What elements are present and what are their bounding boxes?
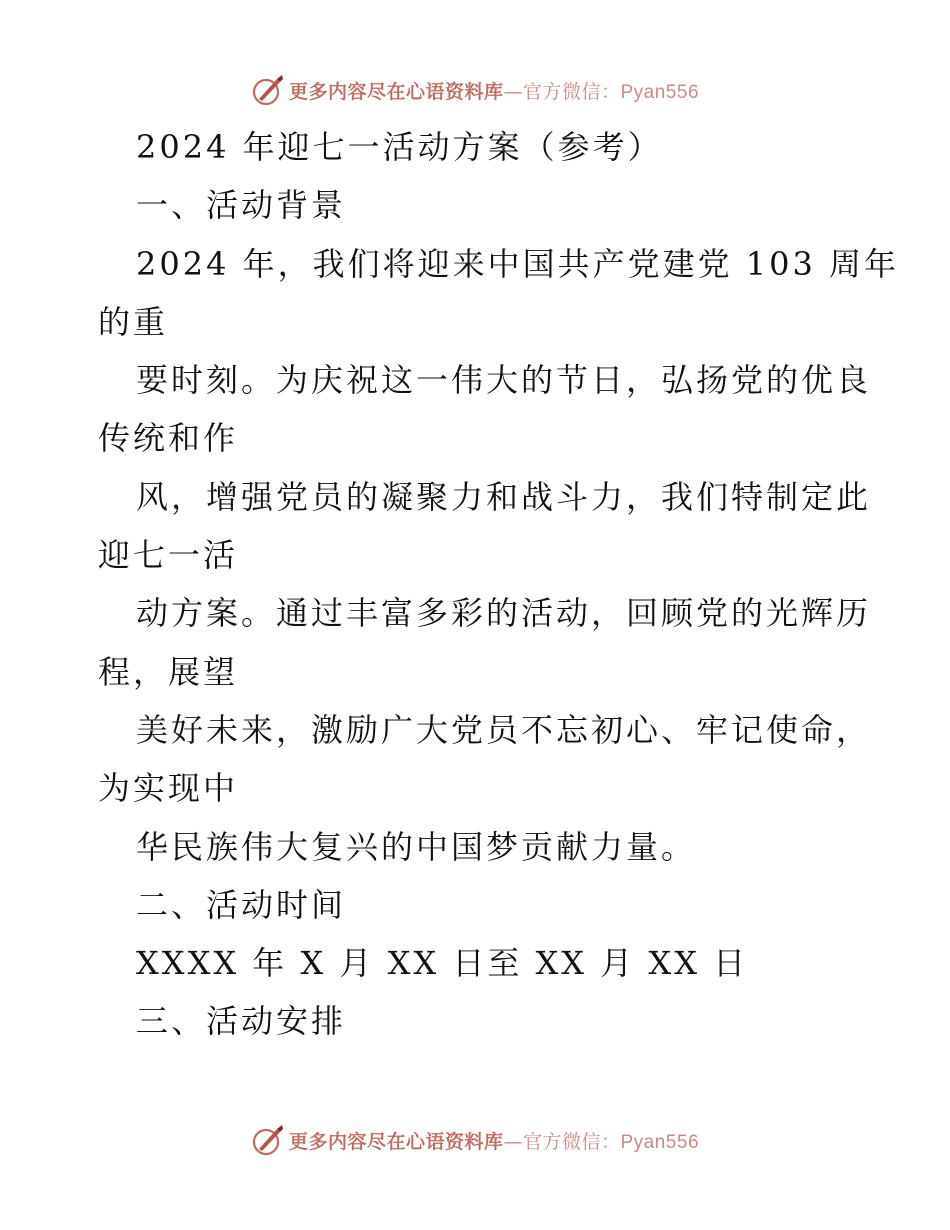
quill-pen-logo-icon	[251, 73, 285, 107]
text-line: 一、活动背景	[136, 186, 347, 225]
text-line: 迎七一活	[98, 536, 239, 575]
watermark-text: 更多内容尽在心语资料库—官方微信：Pyan556	[288, 80, 700, 103]
header-watermark	[0, 70, 950, 110]
text-line: 为实现中	[98, 769, 239, 808]
text-line: 三、活动安排	[136, 1002, 347, 1041]
text-line: 美好未来，激励广大党员不忘初心、牢记使命，	[136, 710, 872, 749]
text-line: XXXX 年 X 月 XX 日至 XX 月 XX 日	[136, 944, 749, 983]
text-line: 动方案。通过丰富多彩的活动，回顾党的光辉历	[136, 594, 872, 633]
text-line: 的重	[98, 302, 169, 341]
quill-pen-logo-icon	[251, 1123, 285, 1157]
text-line: 传统和作	[98, 419, 239, 458]
footer-watermark	[0, 1120, 950, 1160]
text-line: 2024 年迎七一活动方案（参考）	[136, 128, 663, 166]
text-line: 华民族伟大复兴的中国梦贡献力量。	[136, 827, 697, 866]
text-line: 2024 年，我们将迎来中国共产党建党 103 周年	[136, 244, 900, 283]
text-line: 风，增强党员的凝聚力和战斗力，我们特制定此	[136, 477, 872, 516]
text-line: 二、活动时间	[136, 885, 347, 924]
text-line: 要时刻。为庆祝这一伟大的节日，弘扬党的优良	[136, 361, 872, 400]
text-line: 程，展望	[98, 652, 239, 691]
document-body	[98, 118, 900, 1051]
watermark-text: 更多内容尽在心语资料库—官方微信：Pyan556	[288, 1130, 700, 1153]
